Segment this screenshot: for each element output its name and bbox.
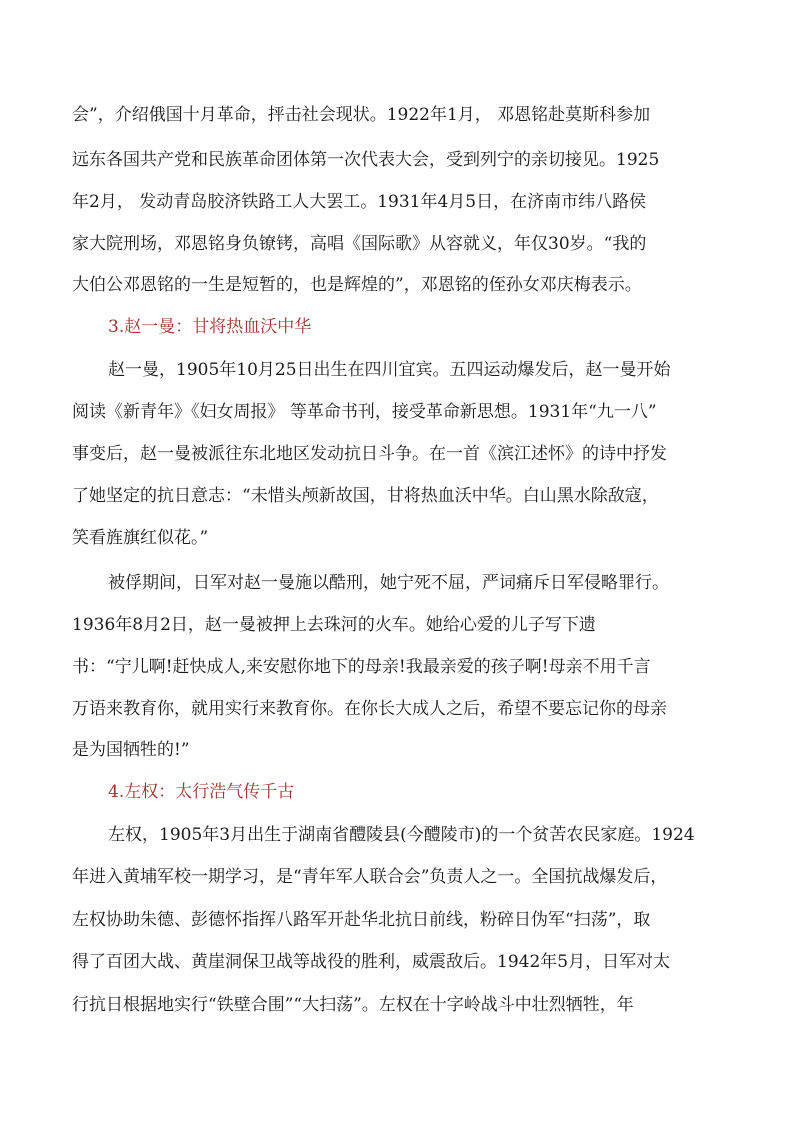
text-line: 赵一曼，1905年10月25日出生在四川宜宾。五四运动爆发后，赵一曼开始 xyxy=(108,360,671,380)
text-line: 得了百团大战、黄崖洞保卫战等战役的胜利，威震敌后。1942年5月，日军对太 xyxy=(72,952,671,972)
section-heading-zuo-quan: 4.左权：太行浩气传千古 xyxy=(108,782,295,802)
text-line: 阅读《新青年》《妇女周报》 等革命书刊，接受革命新思想。1931年“九一八” xyxy=(72,402,657,422)
text-line: 会”，介绍俄国十月革命，抨击社会现状。1922年1月， 邓恩铭赴莫斯科参加 xyxy=(72,105,651,125)
text-line: 是为国牺牲的!” xyxy=(72,740,190,760)
text-line: 大伯公邓恩铭的一生是短暂的，也是辉煌的”，邓恩铭的侄孙女邓庆梅表示。 xyxy=(72,275,642,295)
text-line: 远东各国共产党和民族革命团体第一次代表大会，受到列宁的亲切接见。1925 xyxy=(72,150,660,170)
text-line: 年2月， 发动青岛胶济铁路工人大罢工。1931年4月5日，在济南市纬八路侯 xyxy=(72,192,647,212)
text-line: 万语来教育你，就用实行来教育你。在你长大成人之后，希望不要忘记你的母亲 xyxy=(72,699,667,719)
text-line: 年进入黄埔军校一期学习，是“青年军人联合会”负责人之一。全国抗战爆发后， xyxy=(72,867,668,887)
text-line: 左权，1905年3月出生于湖南省醴陵县(今醴陵市)的一个贫苦农民家庭。1924 xyxy=(108,825,695,845)
section-heading-zhao-yiman: 3.赵一曼：甘将热血沃中华 xyxy=(108,317,312,337)
text-line: 书：“宁儿啊!赶快成人,来安慰你地下的母亲!我最亲爱的孩子啊!母亲不用千言 xyxy=(72,657,651,677)
text-line: 被俘期间，日军对赵一曼施以酷刑，她宁死不屈，严词痛斥日军侵略罪行。 xyxy=(108,573,669,593)
text-line: 了她坚定的抗日意志：“未惜头颅新故国，甘将热血沃中华。白山黑水除敌寇， xyxy=(72,486,659,506)
text-line: 1936年8月2日，赵一曼被押上去珠河的火车。她给心爱的儿子写下遗 xyxy=(72,615,596,635)
text-line: 事变后，赵一曼被派往东北地区发动抗日斗争。在一首《滨江述怀》的诗中抒发 xyxy=(72,444,667,464)
text-line: 笑看旌旗红似花。” xyxy=(72,528,209,548)
text-line: 左权协助朱德、彭德怀指挥八路军开赴华北抗日前线，粉碎日伪军“扫荡”，取 xyxy=(72,910,651,930)
text-line: 家大院刑场，邓恩铭身负镣铐，高唱《国际歌》从容就义，年仅30岁。“我的 xyxy=(72,234,647,254)
text-line: 行抗日根据地实行“铁壁合围”“大扫荡”。左权在十字岭战斗中壮烈牺牲，年 xyxy=(72,995,634,1015)
